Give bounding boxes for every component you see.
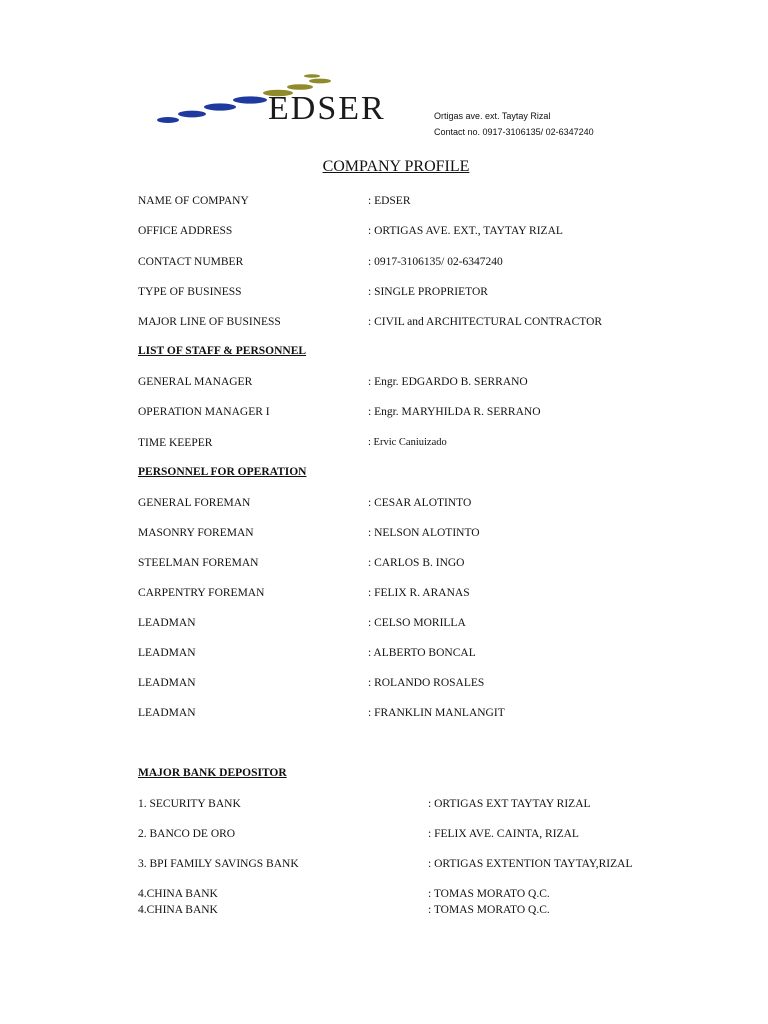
staff-label: OPERATION MANAGER I — [138, 406, 270, 418]
bank-label: 1. SECURITY BANK — [138, 798, 241, 810]
operation-value: : FRANKLIN MANLANGIT — [368, 707, 505, 719]
bank-label: 3. BPI FAMILY SAVINGS BANK — [138, 858, 299, 870]
company-label: TYPE OF BUSINESS — [138, 286, 242, 298]
header-address: Ortigas ave. ext. Taytay Rizal — [434, 111, 551, 121]
operation-value: : ALBERTO BONCAL — [368, 647, 476, 659]
operation-label: CARPENTRY FOREMAN — [138, 587, 265, 599]
company-label: CONTACT NUMBER — [138, 256, 244, 268]
bank-value: : TOMAS MORATO Q.C. — [428, 888, 550, 900]
bank-label: 4.CHINA BANK — [138, 904, 218, 916]
operation-label: LEADMAN — [138, 617, 196, 629]
operation-value: : ROLANDO ROSALES — [368, 677, 485, 689]
company-label: NAME OF COMPANY — [138, 195, 249, 207]
operation-heading: PERSONNEL FOR OPERATION — [138, 466, 307, 478]
operation-label: LEADMAN — [138, 707, 196, 719]
operation-value: : FELIX R. ARANAS — [368, 587, 470, 599]
operation-value: : CELSO MORILLA — [368, 617, 466, 629]
operation-label: MASONRY FOREMAN — [138, 527, 254, 539]
staff-heading: LIST OF STAFF & PERSONNEL — [138, 345, 307, 357]
company-value: : EDSER — [368, 195, 411, 207]
operation-value: : CARLOS B. INGO — [368, 557, 465, 569]
operation-value: : CESAR ALOTINTO — [368, 497, 472, 509]
bank-value: : ORTIGAS EXTENTION TAYTAY,RIZAL — [428, 858, 633, 870]
company-value: : CIVIL and ARCHITECTURAL CONTRACTOR — [368, 316, 603, 328]
staff-value: : Engr. MARYHILDA R. SERRANO — [368, 406, 541, 418]
bank-value: : ORTIGAS EXT TAYTAY RIZAL — [428, 798, 591, 810]
bank-label: 2. BANCO DE ORO — [138, 828, 236, 840]
bank-value: : FELIX AVE. CAINTA, RIZAL — [428, 828, 579, 840]
page-title: COMPANY PROFILE — [322, 158, 470, 175]
company-value: : ORTIGAS AVE. EXT., TAYTAY RIZAL — [368, 225, 563, 237]
staff-label: TIME KEEPER — [138, 437, 213, 449]
brand-name: EDSER — [268, 90, 386, 127]
company-value: : 0917-3106135/ 02-6347240 — [368, 256, 503, 268]
staff-label: GENERAL MANAGER — [138, 376, 253, 388]
bank-value: : TOMAS MORATO Q.C. — [428, 904, 550, 916]
operation-label: GENERAL FOREMAN — [138, 497, 251, 509]
header-contact: Contact no. 0917-3106135/ 02-6347240 — [434, 127, 594, 137]
company-label: MAJOR LINE OF BUSINESS — [138, 316, 281, 328]
operation-label: LEADMAN — [138, 647, 196, 659]
operation-label: STEELMAN FOREMAN — [138, 557, 259, 569]
operation-label: LEADMAN — [138, 677, 196, 689]
operation-value: : NELSON ALOTINTO — [368, 527, 480, 539]
staff-value: : Ervic Caniuizado — [368, 437, 447, 448]
staff-value: : Engr. EDGARDO B. SERRANO — [368, 376, 528, 388]
company-label: OFFICE ADDRESS — [138, 225, 233, 237]
company-value: : SINGLE PROPRIETOR — [368, 286, 488, 298]
bank-label: 4.CHINA BANK — [138, 888, 218, 900]
bank-heading: MAJOR BANK DEPOSITOR — [138, 767, 287, 779]
